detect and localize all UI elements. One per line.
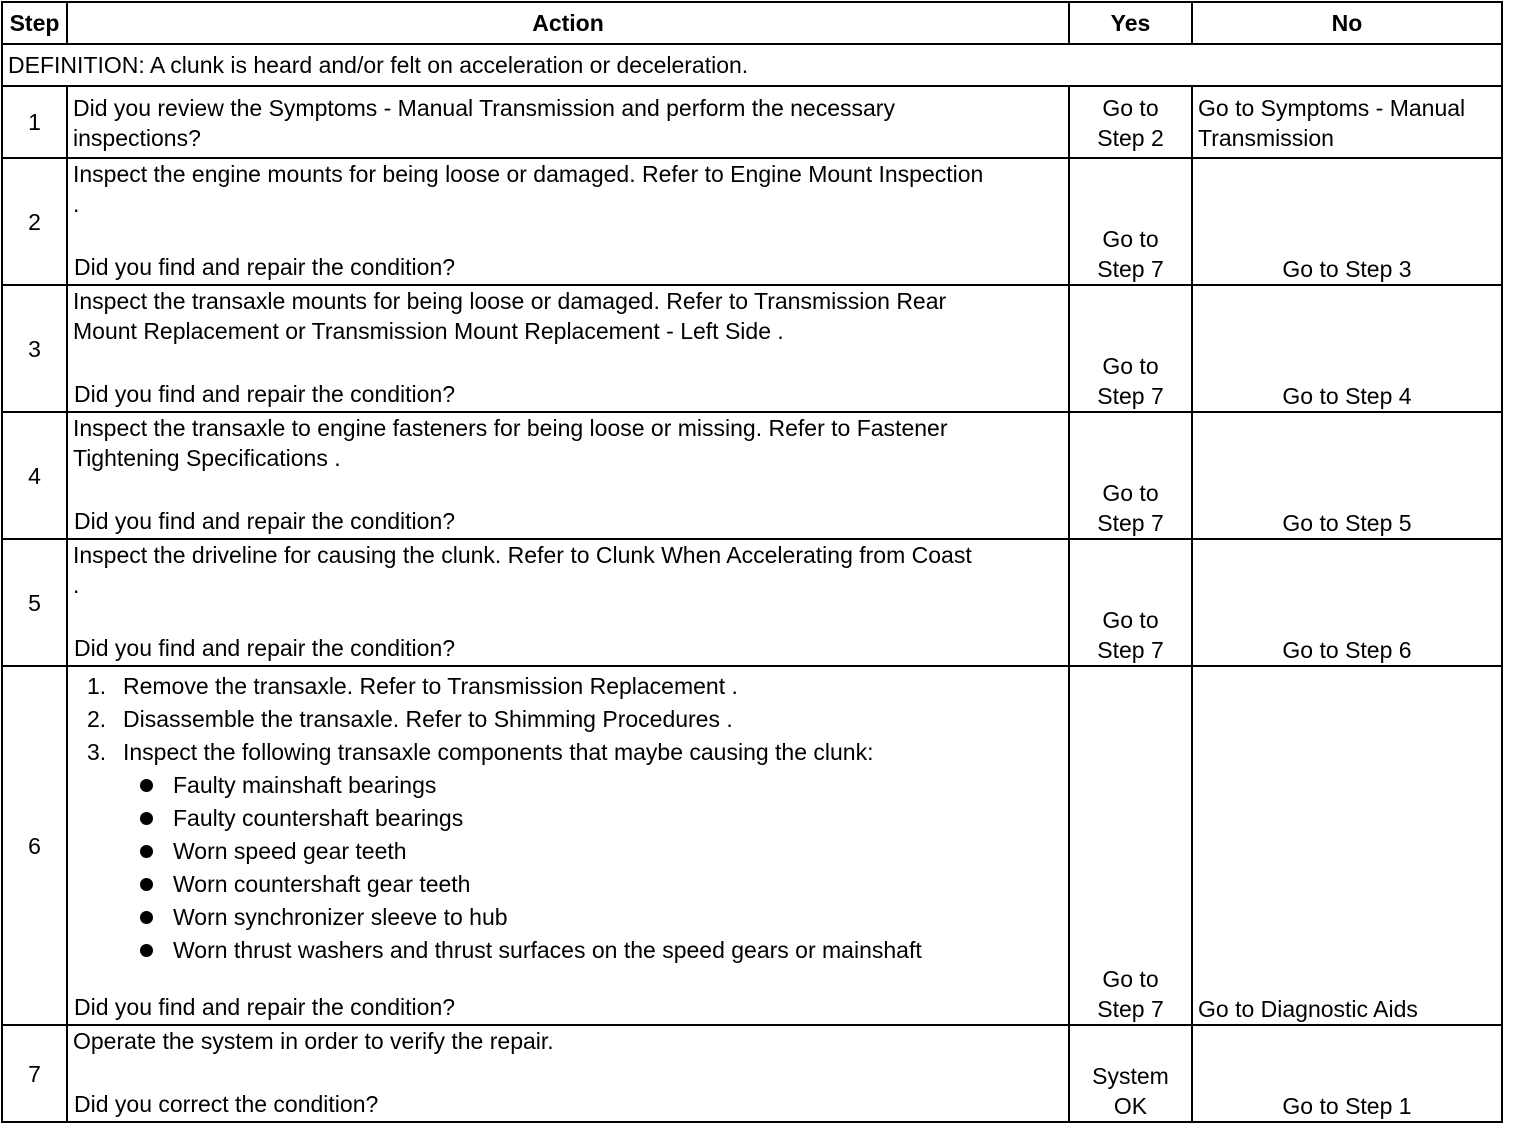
action-line: Inspect the transaxle mounts for being loose or damaged. Refer to Transmission Rear (73, 288, 947, 314)
action-line: Tightening Specifications . (73, 445, 341, 471)
step-number: 1 (2, 86, 67, 158)
action-cell (67, 285, 1069, 412)
action-line: . (73, 191, 80, 217)
step-number: 2 (2, 158, 67, 285)
action-line: Did you review the Symptoms - Manual Transmission and perform the necessary (73, 95, 895, 121)
question-text: Did you find and repair the condition? (74, 254, 456, 280)
bullet-text: Worn thrust washers and thrust surfaces on the speed gears or mainshaft (173, 937, 922, 963)
header-step: Step (2, 2, 67, 44)
yes-cell[interactable] (1069, 158, 1192, 285)
no-cell[interactable] (1192, 539, 1502, 666)
yes-link-line[interactable]: Step 7 (1097, 996, 1164, 1022)
no-link-line[interactable]: Go to Step 3 (1282, 256, 1412, 282)
yes-link-line[interactable]: Go to (1102, 966, 1159, 992)
list-item (73, 835, 1063, 868)
action-line: Mount Replacement or Transmission Mount Replacement - Left Side . (73, 318, 784, 344)
step-number: 3 (2, 285, 67, 412)
yes-link-line[interactable]: Step 7 (1097, 510, 1164, 536)
no-link-line[interactable]: Go to Step 5 (1282, 510, 1412, 536)
no-link-line[interactable]: Transmission (1198, 125, 1334, 151)
list-number: 3. (87, 739, 107, 765)
yes-link-line[interactable]: Go to (1102, 95, 1159, 121)
action-line: Operate the system in order to verify the repair. (73, 1028, 554, 1054)
question-text: Did you find and repair the condition? (74, 381, 456, 407)
yes-link-line[interactable]: Go to (1102, 353, 1159, 379)
header-action: Action (67, 2, 1069, 44)
no-cell[interactable] (1192, 158, 1502, 285)
bullet-icon (140, 812, 153, 825)
yes-cell[interactable] (1069, 86, 1192, 158)
yes-link-line[interactable]: Go to (1102, 226, 1159, 252)
yes-link-line[interactable]: Step 7 (1097, 637, 1164, 663)
numbered-list (73, 670, 1063, 769)
action-line: Inspect the engine mounts for being loose or damaged. Refer to Engine Mount Inspection (73, 161, 984, 187)
list-item (73, 703, 1063, 736)
no-cell[interactable] (1192, 285, 1502, 412)
yes-link-line[interactable]: OK (1113, 1093, 1148, 1119)
list-text: Remove the transaxle. Refer to Transmission Replacement . (123, 673, 738, 699)
list-text: Disassemble the transaxle. Refer to Shimming Procedures . (123, 706, 733, 732)
action-cell (67, 86, 1069, 158)
question-text: Did you correct the condition? (74, 1091, 379, 1117)
list-text: Inspect the following transaxle components that maybe causing the clunk: (123, 739, 874, 765)
table-row (2, 285, 1502, 412)
question-text: Did you find and repair the condition? (74, 994, 456, 1020)
bullet-icon (140, 911, 153, 924)
header-row (2, 2, 1502, 44)
no-cell[interactable] (1192, 86, 1502, 158)
diagnostic-table (1, 1, 1503, 1123)
bullet-icon (140, 779, 153, 792)
yes-cell[interactable] (1069, 285, 1192, 412)
yes-cell[interactable] (1069, 666, 1192, 1025)
definition-text: DEFINITION: A clunk is heard and/or felt on acceleration or deceleration. (2, 44, 1502, 86)
table-row (2, 412, 1502, 539)
action-cell (67, 412, 1069, 539)
bullet-list (73, 769, 1063, 967)
yes-cell[interactable] (1069, 539, 1192, 666)
step-number: 4 (2, 412, 67, 539)
bullet-text: Worn countershaft gear teeth (173, 871, 471, 897)
action-line: inspections? (73, 125, 201, 151)
yes-link-line[interactable]: Go to (1102, 480, 1159, 506)
no-link-line[interactable]: Go to Step 1 (1282, 1093, 1412, 1119)
yes-link-line[interactable]: Go to (1102, 607, 1159, 633)
no-link-line[interactable]: Go to Step 4 (1282, 383, 1412, 409)
no-link-line[interactable]: Go to Diagnostic Aids (1198, 996, 1418, 1022)
yes-link-line[interactable]: Step 7 (1097, 256, 1164, 282)
question-text: Did you find and repair the condition? (74, 635, 456, 661)
action-line: . (73, 572, 80, 598)
list-item (73, 868, 1063, 901)
list-item (73, 769, 1063, 802)
yes-cell[interactable] (1069, 1025, 1192, 1122)
table-row (2, 86, 1502, 158)
table-row (2, 158, 1502, 285)
header-yes: Yes (1069, 2, 1192, 44)
yes-link-line[interactable]: Step 2 (1097, 125, 1164, 151)
bullet-icon (140, 845, 153, 858)
bullet-text: Faulty countershaft bearings (173, 805, 464, 831)
no-link-line[interactable]: Go to Step 6 (1282, 637, 1412, 663)
table-row (2, 539, 1502, 666)
list-item (73, 802, 1063, 835)
list-item (73, 901, 1063, 934)
no-cell[interactable] (1192, 412, 1502, 539)
action-cell (67, 1025, 1069, 1122)
list-item (73, 736, 1063, 769)
step-number: 7 (2, 1025, 67, 1122)
action-cell (67, 666, 1069, 1025)
list-number: 1. (87, 673, 107, 699)
step-number: 5 (2, 539, 67, 666)
yes-link-line[interactable]: Step 7 (1097, 383, 1164, 409)
action-line: Inspect the transaxle to engine fasteners for being loose or missing. Refer to Fastener (73, 415, 948, 441)
action-cell (67, 158, 1069, 285)
yes-link-line[interactable]: System (1092, 1063, 1169, 1089)
list-item (73, 670, 1063, 703)
header-no: No (1192, 2, 1502, 44)
bullet-text: Faulty mainshaft bearings (173, 772, 437, 798)
table-row (2, 666, 1502, 1025)
no-link-line[interactable]: Go to Symptoms - Manual (1198, 95, 1466, 121)
step-number: 6 (2, 666, 67, 1025)
yes-cell[interactable] (1069, 412, 1192, 539)
no-cell[interactable] (1192, 666, 1502, 1025)
bullet-text: Worn synchronizer sleeve to hub (173, 904, 508, 930)
bullet-icon (140, 878, 153, 891)
bullet-text: Worn speed gear teeth (173, 838, 407, 864)
question-text: Did you find and repair the condition? (74, 508, 456, 534)
list-number: 2. (87, 706, 107, 732)
definition-row (2, 44, 1502, 86)
action-cell (67, 539, 1069, 666)
no-cell[interactable] (1192, 1025, 1502, 1122)
table-row (2, 1025, 1502, 1122)
bullet-icon (140, 944, 153, 957)
action-line: Inspect the driveline for causing the clunk. Refer to Clunk When Accelerating from Coast (73, 542, 972, 568)
list-item (73, 934, 1063, 967)
